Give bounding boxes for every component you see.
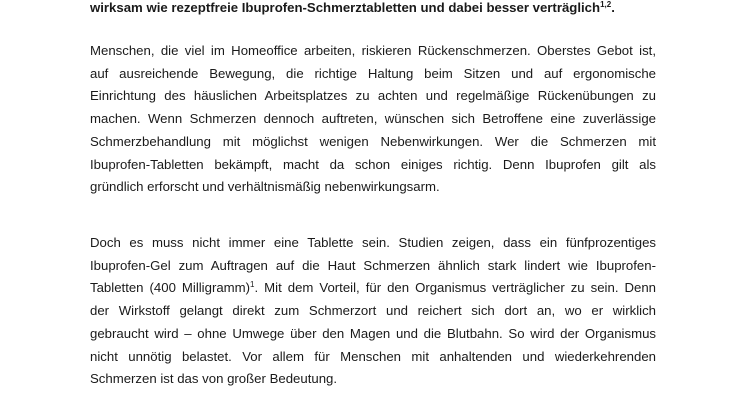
paragraph-line: Doch es muss nicht immer eine Tablette sein. Studien zeigen, dass ein fünfprozentiges <box>90 235 656 250</box>
lead-footnote-ref: 1,2 <box>600 0 612 9</box>
paragraph-line: nicht unnötig belastet. Vor allem für Menschen mit anhaltenden und wiederkehrenden <box>90 348 656 364</box>
paragraph-line-with-footnote <box>90 277 656 300</box>
paragraph-homeoffice <box>90 40 656 199</box>
lead-sentence <box>90 0 656 19</box>
footnote-ref: 1 <box>250 280 255 290</box>
lead-text: wirksam wie rezeptfreie Ibuprofen-Schmerztabletten und dabei besser verträglich <box>90 0 601 15</box>
paragraph-line: Menschen, die viel im Homeoffice arbeiten, riskieren Rückenschmerzen. Oberstes Gebot ist, <box>90 43 656 58</box>
paragraph-line: Ibuprofen-Gel zum Auftragen auf die Haut Schmerzen ähnlich stark lindert wie Ibuprofen- <box>90 257 656 273</box>
lead-end: . <box>611 0 615 15</box>
paragraph-line: Einrichtung des häuslichen Arbeitsplatzes zu achten und regelmäßige Rückenübungen zu <box>90 88 656 104</box>
paragraph-text: . Mit dem Vorteil, für den Organismus verträglicher zu sein. Denn <box>254 280 657 296</box>
paragraph-line: gründlich erforscht und verhältnismäßig nebenwirkungsarm. <box>90 179 440 195</box>
paragraph-line: gebraucht wird – ohne Umwege über den Magen und die Blutbahn. So wird der Organismus <box>90 325 656 341</box>
paragraph-ibuprofen-gel <box>90 232 656 391</box>
paragraph-line: Schmerzbehandlung mit möglichst wenigen Nebenwirkungen. Wer die Schmerzen mit <box>90 133 656 149</box>
paragraph-text: Tabletten (400 Milligramm) <box>90 280 251 296</box>
paragraph-line: machen. Wenn Schmerzen dennoch auftreten, wünschen sich Betroffene eine zuverlässige <box>90 111 656 127</box>
paragraph-line: der Wirkstoff gelangt direkt zum Schmerzort und reichert sich dort an, wo er wirklich <box>90 303 656 319</box>
paragraph-line: auf ausreichende Bewegung, die richtige Haltung beim Sitzen und auf ergonomische <box>90 65 656 81</box>
paragraph-line: Schmerzen ist das von großer Bedeutung. <box>90 371 338 387</box>
paragraph-line: Ibuprofen-Tabletten bekämpft, macht da schon einiges richtig. Denn Ibuprofen gilt als <box>90 156 656 172</box>
